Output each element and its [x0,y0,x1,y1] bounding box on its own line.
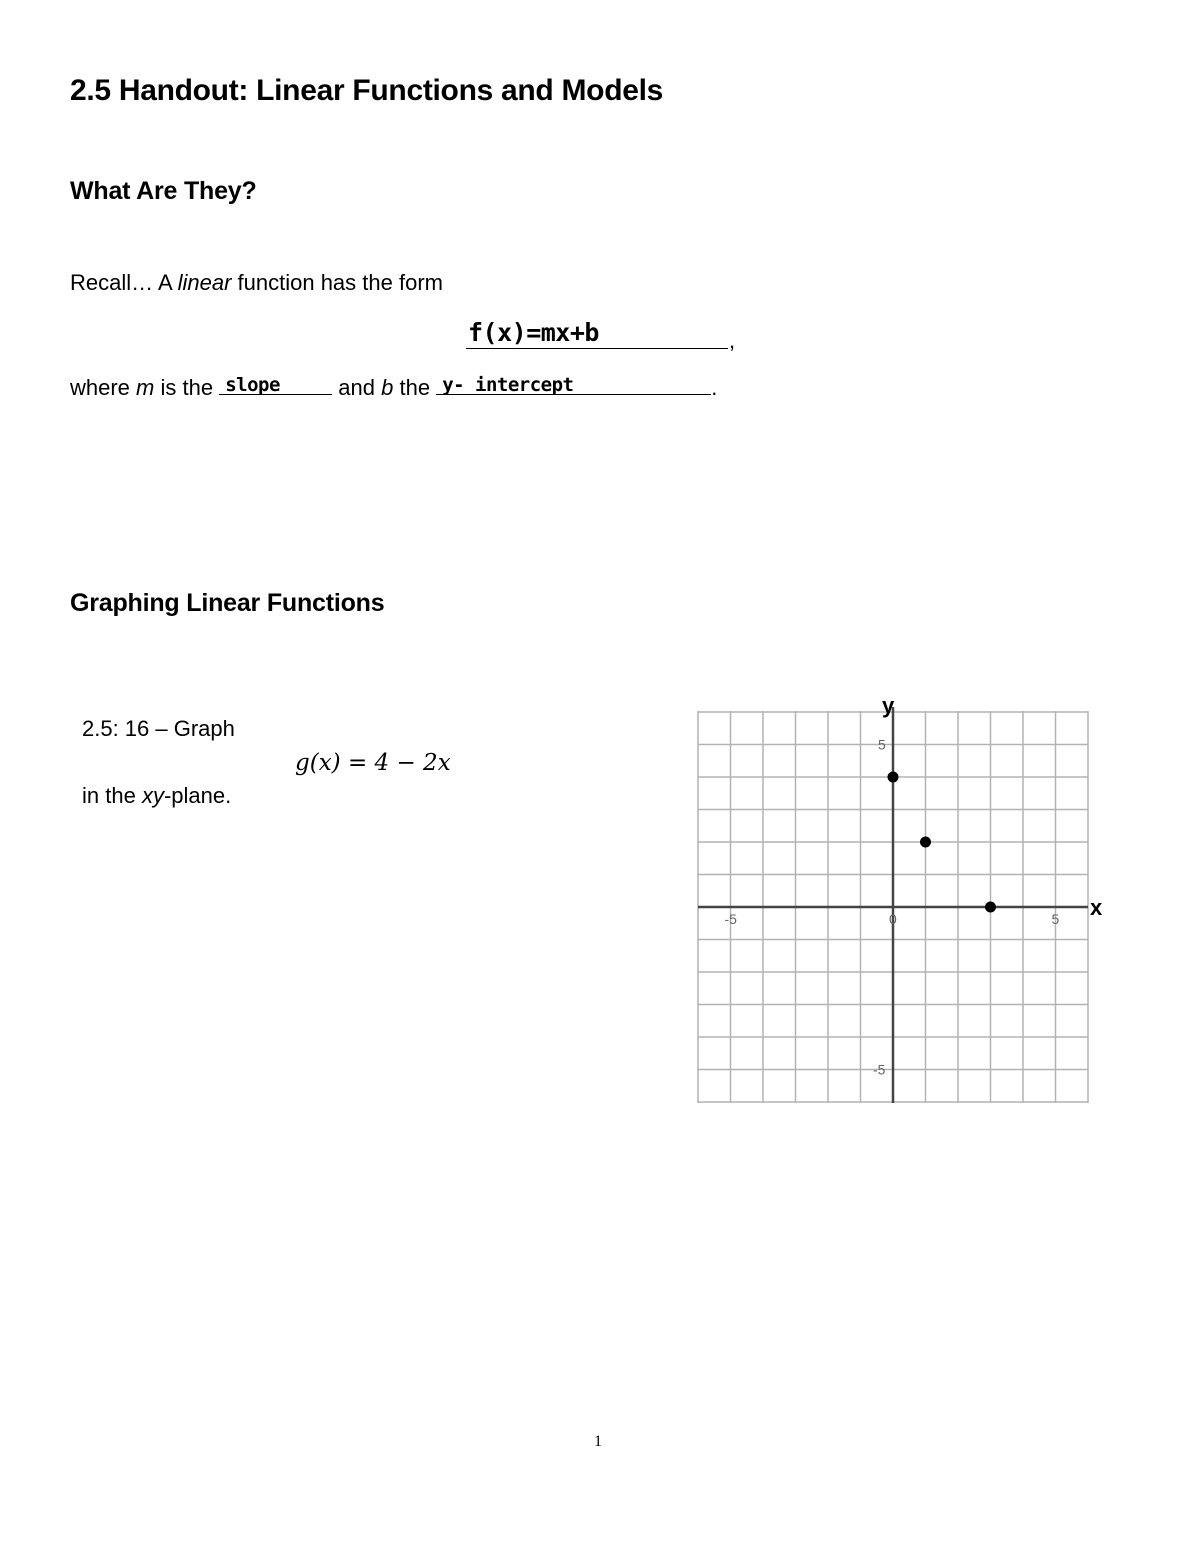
page-title: 2.5 Handout: Linear Functions and Models [70,74,664,107]
is-the-text: is the [154,375,220,400]
data-point [888,772,899,783]
x-tick-label: 0 [889,911,897,927]
axes [698,693,1103,1103]
m-variable: m [136,375,155,400]
the-text: the [393,375,437,400]
plane-prefix: in the [82,783,142,808]
x-tick-label: 5 [1051,911,1060,927]
data-point [985,902,996,913]
form-answer-blank [466,318,728,349]
problem-plane-text [82,783,231,809]
slope-answer-blank [219,374,332,395]
coordinate-graph [695,693,1115,1108]
where-text: where [70,375,137,400]
y-intercept-handwritten-answer: y- intercept [442,374,574,396]
plane-variable: xy [141,783,164,808]
recall-prefix: Recall… A [70,270,178,295]
data-point [920,837,931,848]
section-heading-what-are-they: What Are They? [70,177,257,205]
slope-handwritten-answer: slope [225,374,280,396]
x-tick-label: -5 [724,911,737,927]
y-tick-label: -5 [873,1061,886,1078]
y-axis-label: y [882,693,895,718]
recall-suffix: function has the form [231,270,443,295]
form-handwritten-answer: f(x)=mx+b [468,318,599,347]
and-text: and [332,375,382,400]
page-number: 1 [594,1433,602,1450]
recall-sentence [70,270,443,296]
form-comma: , [729,328,736,353]
b-variable: b [381,375,394,400]
section-heading-graphing: Graphing Linear Functions [70,589,385,617]
problem-expression: g(x) = 4 − 2x [295,750,451,776]
y-intercept-answer-blank [436,374,711,395]
where-sentence [70,374,717,401]
y-tick-label: 5 [878,736,886,753]
x-axis-label: x [1090,895,1103,920]
problem-label: 2.5: 16 – Graph [82,716,235,741]
plane-suffix: -plane. [163,783,232,808]
recall-italic-word: linear [177,270,232,295]
period: . [711,375,718,400]
